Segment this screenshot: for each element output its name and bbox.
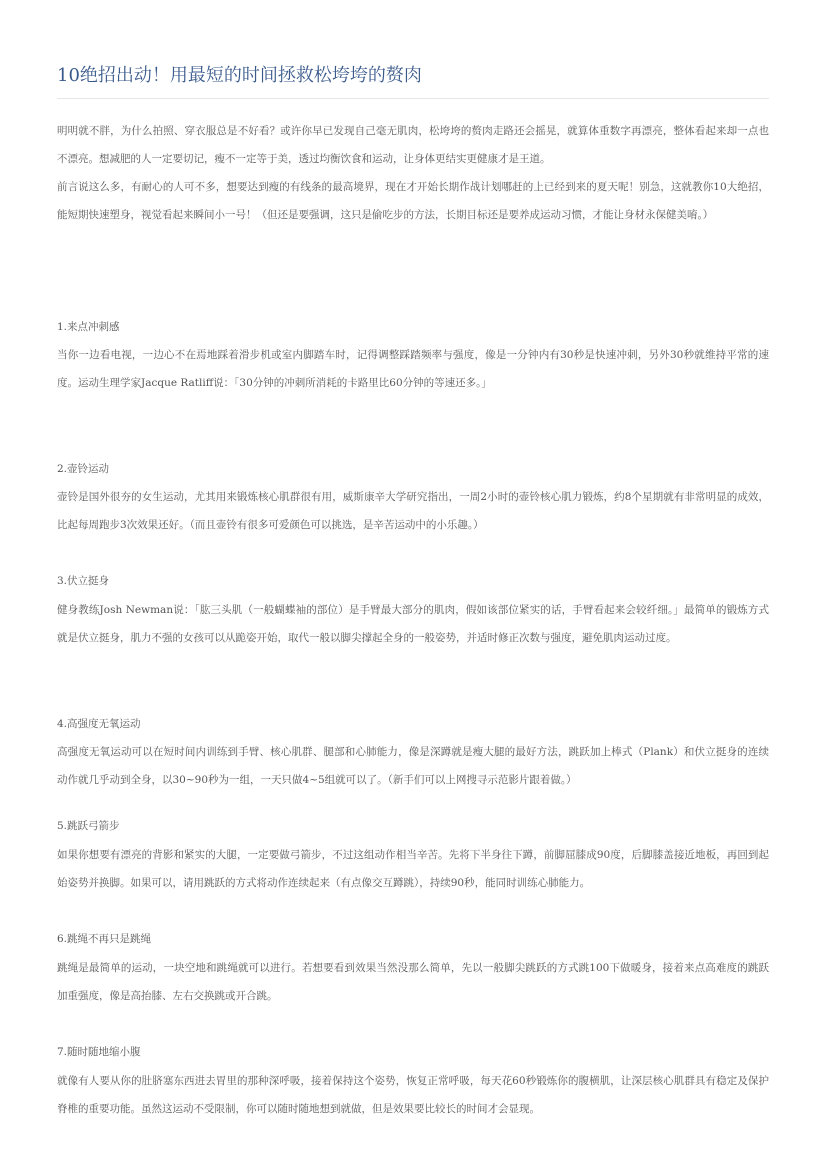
section-body-3: 健身教练Josh Newman说：「肱三头肌（一般蝴蝶袖的部位）是手臂最大部分的肌肉，假如该部位紧实的话，手臂看起来会较纤细。」最简单的锻炼方式就是伏立挺身，肌力不强的女孩可以从跪姿开始，取代一般以脚尖撑起全身的一般姿势，并适时修正次数与强度，避免肌肉运动过度。 (57, 604, 769, 644)
intro-paragraph-1: 明明就不胖，为什么拍照、穿衣服总是不好看？或许你早已发现自己毫无肌肉，松垮垮的赘肉走路还会摇晃，就算体重数字再漂亮，整体看起来却一点也不漂亮。想减肥的人一定要切记，瘦不一定等于美，透过均衡饮食和运动，让身体更结实更健康才是王道。 (57, 125, 769, 165)
section-body-1: 当你一边看电视，一边心不在焉地踩着滑步机或室内脚踏车时，记得调整踩踏频率与强度，像是一分钟内有30秒是快速冲刺，另外30秒就维持平常的速度。运动生理学家Jacque Ratliff说：「30分钟的冲刺所消耗的卡路里比60分钟的等速还多。」 (57, 349, 769, 389)
section-heading-6: 6.跳绳不再只是跳绳 (57, 933, 152, 945)
section-heading-5: 5.跳跃弓箭步 (57, 820, 120, 832)
section-heading-3: 3.伏立挺身 (57, 575, 110, 587)
section-body-7: 就像有人要从你的肚脐塞东西进去胃里的那种深呼吸，接着保持这个姿势，恢复正常呼吸，每天花60秒锻炼你的腹横肌，让深层核心肌群具有稳定及保护脊椎的重要功能。虽然这运动不受限制，你可以随时随地想到就做，但是效果要比较长的时间才会显现。 (57, 1075, 769, 1115)
section-heading-2: 2.壶铃运动 (57, 463, 110, 475)
section-body-6: 跳绳是最简单的运动，一块空地和跳绳就可以进行。若想要看到效果当然没那么简单，先以一般脚尖跳跃的方式跳100下做暖身，接着来点高难度的跳跃加重强度，像是高抬膝、左右交换跳或开合跳。 (57, 962, 769, 1002)
section-body-4: 高强度无氧运动可以在短时间内训练到手臂、核心肌群、腿部和心肺能力，像是深蹲就是瘦大腿的最好方法，跳跃加上棒式（Plank）和伏立挺身的连续动作就几乎动到全身，以30~90秒为一组，一天只做4~5组就可以了。（新手们可以上网搜寻示范影片跟着做。） (57, 746, 769, 786)
section-heading-7: 7.随时随地缩小腹 (57, 1046, 141, 1058)
intro-paragraph-2: 前言说这么多，有耐心的人可不多，想要达到瘦的有线条的最高境界，现在才开始长期作战计划哪赶的上已经到来的夏天呢！别急，这就教你10大绝招，能短期快速塑身，视觉看起来瞬间小一号！（但还是要强调，这只是偷吃步的方法，长期目标还是要养成运动习惯，才能让身材永保健美唷。） (57, 181, 769, 221)
section-heading-4: 4.高强度无氧运动 (57, 718, 141, 730)
section-body-5: 如果你想要有漂亮的背影和紧实的大腿，一定要做弓箭步，不过这组动作相当辛苦。先将下半身往下蹲，前脚屈膝成90度，后脚膝盖接近地板，再回到起始姿势并换脚。如果可以，请用跳跃的方式将动作连续起来（有点像交互蹲跳），持续90秒，能同时训练心肺能力。 (57, 849, 769, 889)
title-divider (57, 98, 769, 99)
section-body-2: 壶铃是国外很夯的女生运动，尤其用来锻炼核心肌群很有用，威斯康辛大学研究指出，一周2小时的壶铃核心肌力锻炼，约8个星期就有非常明显的成效，比起每周跑步3次效果还好。（而且壶铃有很多可爱颜色可以挑选，是辛苦运动中的小乐趣。） (57, 491, 769, 531)
section-heading-1: 1.来点冲刺感 (57, 321, 120, 333)
article-title: 10绝招出动！用最短的时间拯救松垮垮的赘肉 (57, 65, 422, 86)
